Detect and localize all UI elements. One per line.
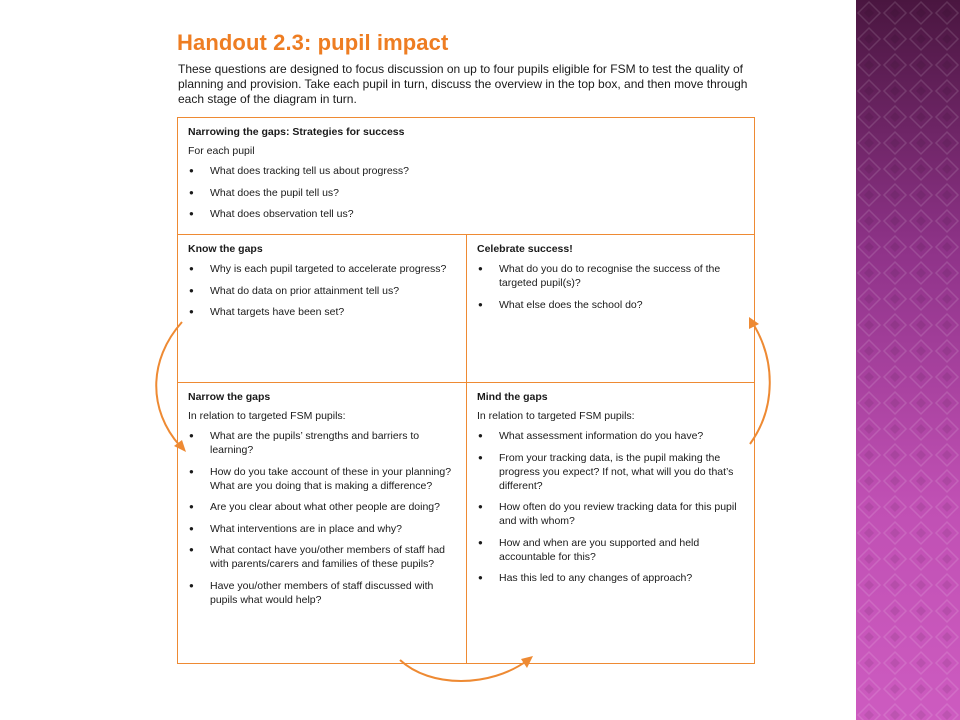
handout-title: Handout 2.3: pupil impact [177,30,449,55]
box-narrow-the-gaps [177,382,467,664]
handout-intro: These questions are designed to focus discussion on up to four pupils eligible for FSM to test the quality of planning and provision. Take each pupil in turn, discuss the overview in the top box, and then move through each stage of the diagram in turn. [178,62,748,106]
question-item: ● Have you/other members of staff discussed with pupils what would help? [188,579,456,607]
question-item: ● From your tracking data, is the pupil making the progress you expect? If not, what will you do that’s different? [477,451,744,493]
question-list [477,429,744,585]
box-strategies-for-success [177,117,755,235]
box-mind-the-gaps [466,382,755,664]
box-celebrate-success [466,234,755,383]
question-item: ● Are you clear about what other people are doing? [188,500,456,514]
question-item: ● Has this led to any changes of approach? [477,571,744,585]
question-item: ● How do you take account of these in your planning? What are you doing that is making a difference? [188,465,456,493]
box-subtitle: In relation to targeted FSM pupils: [477,410,635,422]
question-item: ● What does observation tell us? [188,207,744,221]
question-item: ● How and when are you supported and held accountable for this? [477,536,744,564]
box-title: Celebrate success! [477,243,573,255]
question-item: ● What assessment information do you have? [477,429,744,443]
question-item: ● How often do you review tracking data for this pupil and with whom? [477,500,744,528]
box-title: Narrowing the gaps: Strategies for success [188,126,405,138]
question-item: ● What do you do to recognise the success of the targeted pupil(s)? [477,262,744,290]
question-list [188,262,456,319]
question-item: ● What do data on prior attainment tell us? [188,284,456,298]
box-know-the-gaps [177,234,467,383]
question-item: ● What interventions are in place and why? [188,522,456,536]
question-list [188,164,744,221]
box-subtitle: For each pupil [188,145,255,157]
question-item: ● What contact have you/other members of staff had with parents/carers and families of these pupils? [188,543,456,571]
question-item: ● What does tracking tell us about progress? [188,164,744,178]
box-title: Narrow the gaps [188,391,271,403]
question-item: ● Why is each pupil targeted to accelerate progress? [188,262,456,276]
question-item: ● What does the pupil tell us? [188,186,744,200]
box-subtitle: In relation to targeted FSM pupils: [188,410,346,422]
question-list [477,262,744,312]
question-list [188,429,456,607]
question-item: ● What targets have been set? [188,305,456,319]
decorative-side-panel [856,0,960,720]
box-title: Know the gaps [188,243,263,255]
question-item: ● What are the pupils’ strengths and barriers to learning? [188,429,456,457]
question-item: ● What else does the school do? [477,298,744,312]
box-title: Mind the gaps [477,391,548,403]
